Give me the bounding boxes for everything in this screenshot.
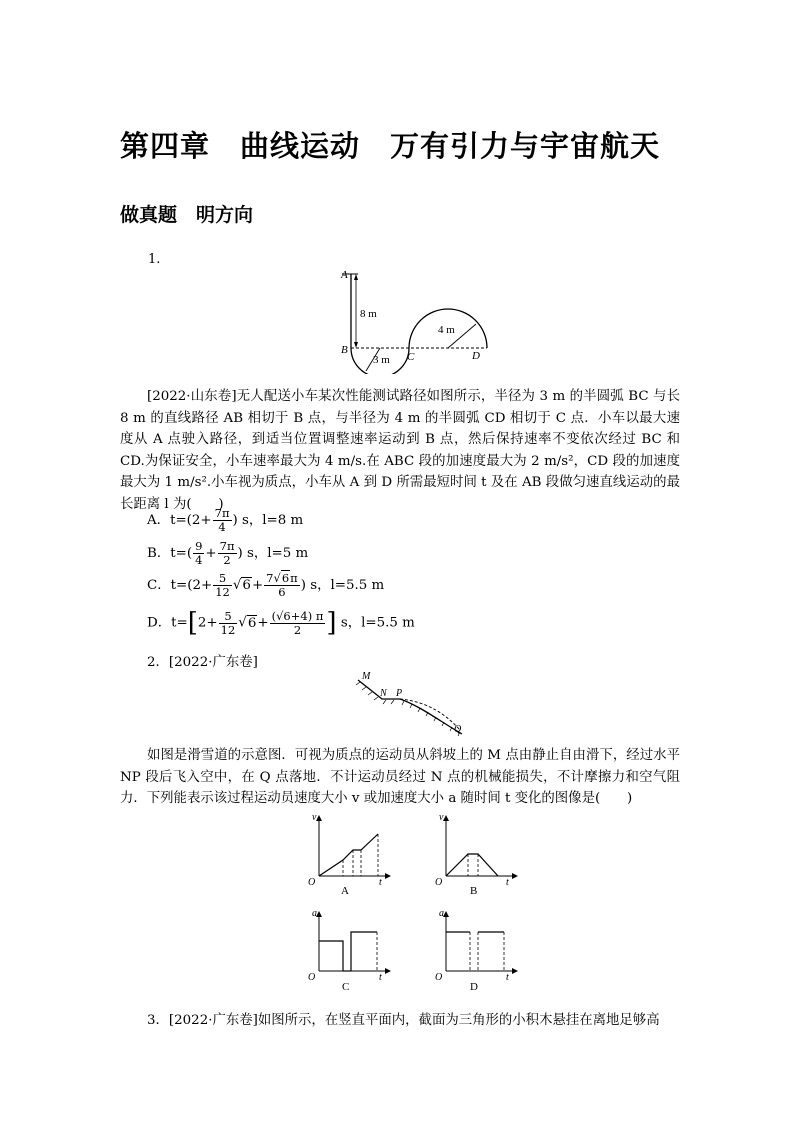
label-n: N [380, 688, 387, 699]
graph-b-curve [446, 854, 498, 876]
question-1-stem [120, 386, 680, 515]
graph-d-label: D [470, 981, 478, 992]
question-1-source: [2022·山东卷] [147, 389, 237, 404]
svg-text:t: t [506, 972, 509, 983]
label-3m: 3 m [373, 354, 390, 366]
dim-arrow-up [354, 274, 358, 280]
svg-text:t: t [379, 972, 382, 983]
graph-c-label: C [342, 981, 350, 992]
label-d: D [472, 350, 480, 362]
question-1-text: 无人配送小车某次性能测试路径如图所示，半径为 3 m 的半圆弧 BC 与长 8 m 的直线路径 AB 相切于 B 点，与半径为 4 m 的半圆弧 CD 相切于 C 点．小车以最大速度从 A 点驶入路径，到适当位置调整速率运动到 B 点，然后保持速率不变依次经过 BC 和 CD.为保证安全，小车速率最大为 4 m/s.在 ABC 段的加速度最大为 2 m/s²，CD 段的加速度最大为 1 m/s².小车视为质点，小车从 A 到 D 所需最短时间 t 及在 AB 段做匀速直线运动的最长距离 l 为( ) [120, 389, 680, 512]
dim-arrow-down [354, 342, 358, 348]
question-1-number: 1. [148, 252, 161, 267]
graph-a[interactable] [305, 812, 395, 896]
label-m: M [362, 671, 371, 682]
chapter-title: 第四章 曲线运动 万有引力与宇宙航天 [120, 129, 661, 163]
svg-text:O: O [435, 972, 443, 983]
q2-ski-slope-figure [352, 668, 482, 740]
svg-text:a: a [439, 908, 444, 919]
question-3-text: 3．[2022·广东卷]如图所示，在竖直平面内，截面为三角形的小积木悬挂在离地足够高 [147, 1013, 660, 1028]
label-c: C [407, 351, 415, 363]
label-8m: 8 m [360, 308, 377, 320]
q1-option-d[interactable]: D．t=[2+ $\frac{5}{12}$ √6+ $\frac{(√6+4) \pi}{2}$ ] s，l=5.5 m [147, 608, 415, 638]
q1-option-a[interactable]: A．t=(2+ $\frac{7\pi}{4}$ ) s，l=8 m [147, 506, 304, 534]
svg-text:t: t [506, 877, 509, 888]
svg-text:v: v [439, 812, 444, 823]
svg-text:v: v [312, 812, 317, 823]
slope-line [358, 680, 462, 734]
graph-c[interactable] [305, 908, 395, 992]
svg-text:a: a [312, 908, 317, 919]
label-p: P [396, 688, 403, 699]
question-2-stem: 如图是滑雪道的示意图．可视为质点的运动员从斜坡上的 M 点由静止自由滑下，经过水平 NP 段后飞入空中，在 Q 点落地．不计运动员经过 N 点的机械能损失，不计摩擦力和空气阻力．下列能表示该过程运动员速度大小 v 或加速度大小 a 随时间 t 变化的图像是( ) [120, 748, 680, 806]
graph-a-label: A [341, 885, 349, 896]
q1-path-figure [330, 262, 500, 374]
svg-text:O: O [308, 972, 316, 983]
graph-b[interactable] [432, 812, 522, 896]
svg-text:O: O [435, 877, 443, 888]
graph-d[interactable] [432, 908, 522, 992]
graph-c-step2 [351, 932, 377, 971]
svg-text:O: O [308, 877, 316, 888]
svg-text:t: t [379, 877, 382, 888]
label-b: B [341, 344, 348, 356]
graph-c-step1 [319, 941, 343, 971]
q1-option-b[interactable]: B．t=( $\frac{9}{4}$ + $\frac{7\pi}{2}$ ) s，l=5 m [147, 539, 309, 567]
label-q: Q [454, 724, 462, 735]
label-4m: 4 m [438, 324, 455, 336]
q1-option-c[interactable]: C．t=(2+ $\frac{5}{12}$ √6+ $\frac{7√6\pi}{6}$ ) s，l=5.5 m [147, 571, 385, 599]
graph-a-curve [319, 834, 378, 876]
label-a: A [341, 269, 348, 281]
question-2-number: 2．[2022·广东卷] [147, 655, 258, 670]
section-title: 做真题 明方向 [120, 204, 254, 226]
graph-b-label: B [470, 885, 478, 896]
